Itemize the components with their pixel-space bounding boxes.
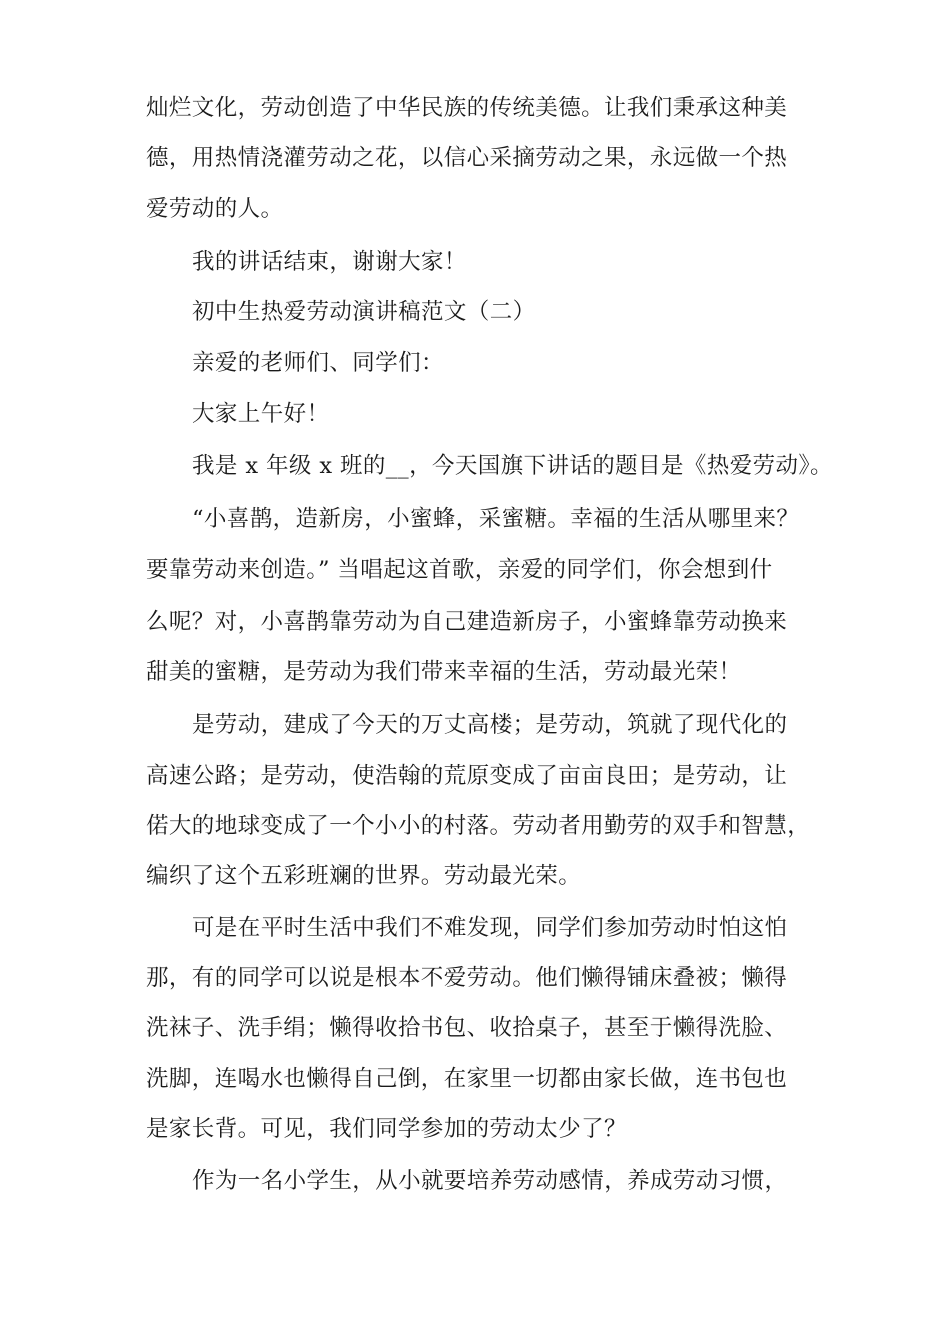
section-title: 初中生热爱劳动演讲稿范文（二） <box>192 299 536 325</box>
text-line: 灿烂文化，劳动创造了中华民族的传统美德。让我们秉承这种美 <box>146 95 788 121</box>
text-line: 是劳动，建成了今天的万丈高楼；是劳动，筑就了现代化的 <box>192 712 788 738</box>
text-line: 德，用热情浇灌劳动之花，以信心采摘劳动之果，永远做一个热 <box>146 145 788 171</box>
text-line: 是家长背。可见，我们同学参加的劳动太少了？ <box>146 1116 627 1142</box>
salutation: 亲爱的老师们、同学们： <box>192 350 444 376</box>
text-line: 洗脚，连喝水也懒得自己倒，在家里一切都由家长做，连书包也 <box>146 1066 788 1092</box>
text-line: 可是在平时生活中我们不难发现，同学们参加劳动时怕这怕 <box>192 915 788 941</box>
text-line: 么呢？对，小喜鹊靠劳动为自己建造新房子，小蜜蜂靠劳动换来 <box>146 609 788 635</box>
text-line: 我的讲话结束，谢谢大家！ <box>192 249 467 275</box>
text-line: 洗袜子、洗手绢；懒得收拾书包、收拾桌子，甚至于懒得洗脸、 <box>146 1015 788 1041</box>
text-line: 那，有的同学可以说是根本不爱劳动。他们懒得铺床叠被；懒得 <box>146 965 788 991</box>
text-line: 要靠劳动来创造。” 当唱起这首歌，亲爱的同学们，你会想到什 <box>146 557 773 583</box>
greeting: 大家上午好！ <box>192 401 330 427</box>
text-line: “小喜鹊，造新房，小蜜蜂，采蜜糖。幸福的生活从哪里来？ <box>192 506 800 532</box>
text-line: 作为一名小学生，从小就要培养劳动感情，养成劳动习惯， <box>192 1168 788 1194</box>
text-line: 高速公路；是劳动，使浩翰的荒原变成了亩亩良田；是劳动，让 <box>146 763 788 789</box>
text-line: 偌大的地球变成了一个小小的村落。劳动者用勤劳的双手和智慧， <box>146 813 811 839</box>
text-line: 我是 x 年级 x 班的__，今天国旗下讲话的题目是《热爱劳动》。 <box>192 453 833 479</box>
text-line: 编织了这个五彩班斓的世界。劳动最光荣。 <box>146 863 582 889</box>
text-line: 甜美的蜜糖，是劳动为我们带来幸福的生活，劳动最光荣！ <box>146 659 742 685</box>
text-line: 爱劳动的人。 <box>146 196 284 222</box>
